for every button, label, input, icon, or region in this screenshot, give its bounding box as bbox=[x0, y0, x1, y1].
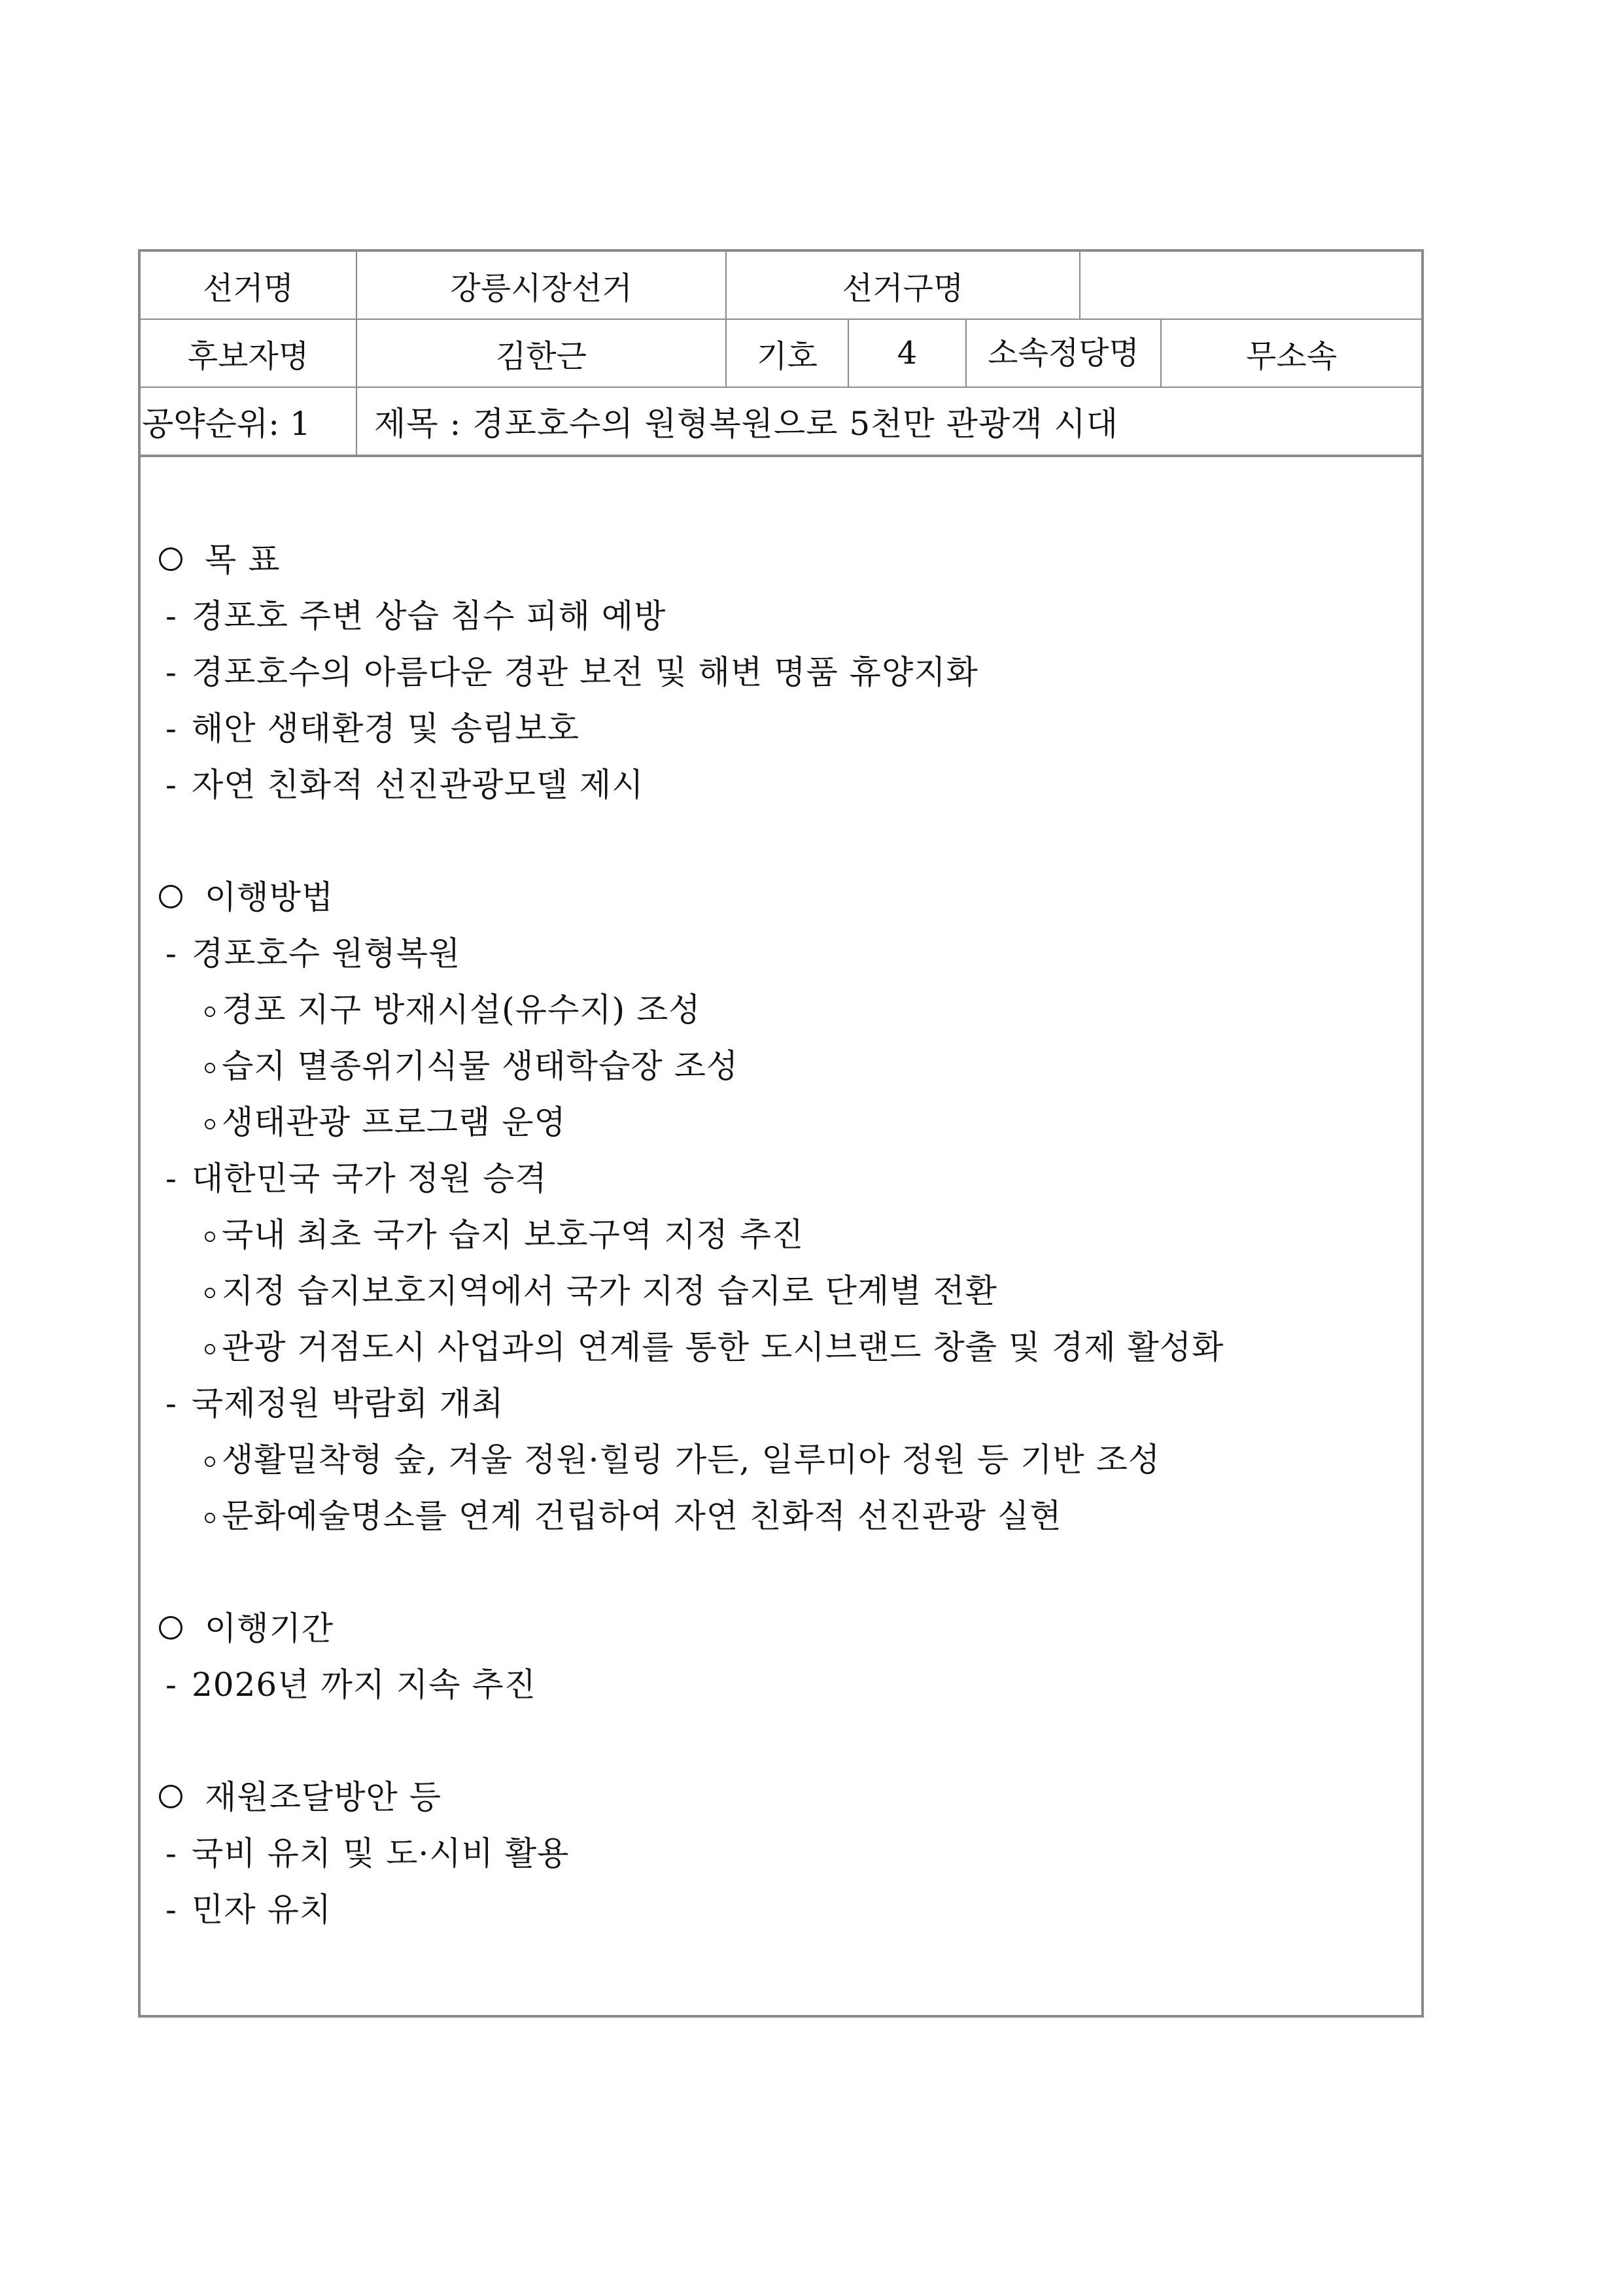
section-bullet-icon bbox=[159, 885, 182, 908]
period-heading: 이행기간 bbox=[205, 1609, 334, 1647]
sub-item: 국내 최초 국가 습지 보호구역 지정 추진 bbox=[152, 1207, 1408, 1263]
period-section bbox=[152, 1600, 1408, 1713]
list-item: - 2026년 까지 지속 추진 bbox=[165, 1666, 537, 1704]
pledge-order: 공약순위: 1 bbox=[141, 387, 356, 456]
sub-item: 지정 습지보호지역에서 국가 지정 습지로 단계별 전환 bbox=[152, 1263, 1408, 1319]
small-circle-icon bbox=[205, 1007, 215, 1017]
number-label: 기호 bbox=[726, 319, 848, 387]
method-section bbox=[152, 869, 1408, 1544]
funding-heading: 재원조달방안 등 bbox=[205, 1778, 441, 1816]
list-item: - 경포호 주변 상습 침수 피해 예방 bbox=[165, 597, 666, 635]
district-value bbox=[1080, 252, 1421, 319]
candidate-label: 후보자명 bbox=[141, 319, 356, 387]
section-bullet-icon bbox=[159, 1616, 182, 1640]
list-item: - 민자 유치 bbox=[165, 1891, 332, 1929]
small-circle-icon bbox=[205, 1513, 215, 1523]
number-value: 4 bbox=[848, 319, 966, 387]
method-heading: 이행방법 bbox=[205, 878, 334, 916]
sub-item: 생태관광 프로그램 운영 bbox=[152, 1094, 1408, 1150]
section-bullet-icon bbox=[159, 1785, 182, 1808]
list-item: - 경포호수의 아름다운 경관 보전 및 해변 명품 휴양지화 bbox=[165, 653, 978, 691]
election-value: 강릉시장선거 bbox=[356, 252, 726, 319]
small-circle-icon bbox=[205, 1119, 215, 1129]
list-item: - 자연 친화적 선진관광모델 제시 bbox=[165, 766, 644, 804]
pledge-form bbox=[138, 249, 1424, 2018]
small-circle-icon bbox=[205, 1344, 215, 1354]
candidate-value: 김한근 bbox=[356, 319, 726, 387]
goal-heading: 목 표 bbox=[205, 541, 281, 579]
list-item: - 해안 생태환경 및 송림보호 bbox=[165, 710, 579, 748]
district-label: 선거구명 bbox=[726, 252, 1080, 319]
list-item: - 국비 유치 및 도·시비 활용 bbox=[165, 1834, 570, 1872]
pledge-title: 제목 : 경포호수의 원형복원으로 5천만 관광객 시대 bbox=[356, 387, 1421, 456]
header-table bbox=[141, 252, 1421, 457]
sub-item: 습지 멸종위기식물 생태학습장 조성 bbox=[152, 1038, 1408, 1094]
list-item: - 경포호수 원형복원 bbox=[165, 935, 461, 972]
party-value: 무소속 bbox=[1245, 337, 1338, 375]
small-circle-icon bbox=[205, 1456, 215, 1467]
pledge-body bbox=[152, 532, 1408, 1938]
party-label: 소속정당명 bbox=[967, 320, 1162, 387]
sub-item: 관광 거점도시 사업과의 연계를 통한 도시브랜드 창출 및 경제 활성화 bbox=[152, 1319, 1408, 1375]
small-circle-icon bbox=[205, 1288, 215, 1298]
small-circle-icon bbox=[205, 1063, 215, 1073]
funding-section bbox=[152, 1769, 1408, 1938]
election-label: 선거명 bbox=[141, 252, 356, 319]
sub-item: 문화예술명소를 연계 건립하여 자연 친화적 선진관광 실현 bbox=[152, 1488, 1408, 1544]
goal-section bbox=[152, 532, 1408, 813]
list-item: - 대한민국 국가 정원 승격 bbox=[165, 1160, 547, 1197]
list-item: - 국제정원 박람회 개최 bbox=[165, 1385, 504, 1422]
small-circle-icon bbox=[205, 1231, 215, 1242]
sub-item: 생활밀착형 숲, 겨울 정원·힐링 가든, 일루미아 정원 등 기반 조성 bbox=[152, 1432, 1408, 1488]
sub-item: 경포 지구 방재시설(유수지) 조성 bbox=[152, 982, 1408, 1038]
section-bullet-icon bbox=[159, 547, 182, 571]
